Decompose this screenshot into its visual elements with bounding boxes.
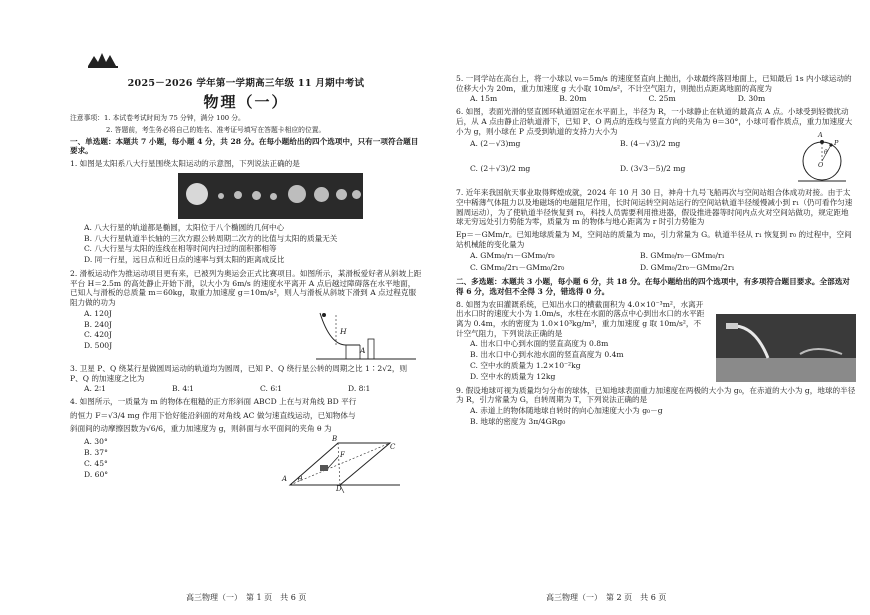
q7-option-b: B. GMm₀/r₀－GMm₀/r₁ (640, 250, 725, 260)
q5-option-d: D. 30m (737, 94, 766, 104)
q5-option-c: C. 25m (648, 94, 676, 104)
q2-option-d: D. 500J (84, 341, 113, 351)
publisher-logo-icon (86, 50, 122, 70)
q1-option-b: B. 八大行星轨道半长轴的三次方跟公转周期二次方的比值与太阳的质量无关 (84, 233, 338, 243)
q4-stem-a: 4. 如图所示，一质量为 m 的物体在粗糙的正方形斜面 ABCD 上在与对角线 BD 平行 (70, 397, 357, 406)
q8-stem: 8. 如图为农田灌溉系统，已知出水口的横截面积为 4.0×10⁻³m²，水离开出水口时的速度大小为 1.0m/s，水柱在水面的落点中心到出水口的水平距离为 0.4m，水的密度为 1.0×10³kg/m³，重力加速度 g 取 10m/s²，不计空气阻力，下列说法正确的是 (456, 299, 705, 338)
q6-option-c: C. (2＋√3)/2 mg (470, 164, 531, 174)
q6-fig-label-a: A (818, 131, 823, 140)
q5-option-b: B. 20m (559, 94, 587, 104)
q9-option-a: A. 赤道上的物体随地球自转时的向心加速度大小为 g₀－g (470, 405, 663, 415)
q2-fig-label-h: H (340, 326, 347, 336)
q7-option-c: C. GMm₀/2r₁－GMm₀/2r₀ (470, 263, 565, 273)
q4-option-b: B. 37° (84, 447, 108, 457)
solar-system-figure (178, 173, 363, 219)
q7-stem-a: 7. 近年来我国航天事业取得辉煌成就，2024 年 10 月 30 日，神舟十九号飞船再次与空间站组合体成功对接。由于太空中稀薄气体阻力以及地磁场的电磁阻尼作用，长时间运转空间站运行的空间站轨道半径缓慢减小到 r₁（仍可看作匀速圆周运动），为了使轨道半径恢复到 r₀，科技人员需要利用推进器，假设推进器等时间内点火对空间站做功，规定距地球无穷远处引力势能为零，质量为 m 的物体与地心距离为 r 时引力势能为 (456, 188, 853, 227)
q7-stem-b: Ep＝－GMm/r。已知地球质量为 M，空间站的质量为 m₀，引力常量为 G。轨道半径从 r₁ 恢复到 r₀ 的过程中，空间站机械能的变化量为 (456, 230, 852, 249)
q6-options (470, 139, 770, 185)
q6-option-b: B. (4－√3)/2 mg (620, 139, 681, 149)
q7-options (470, 251, 856, 273)
q4-fig-label-theta: θ (298, 475, 303, 484)
q8-option-d: D. 空中水的质量为 12kg (470, 371, 556, 381)
q5-option-a: A. 15m (470, 94, 498, 104)
q2-option-b: B. 240J (84, 319, 112, 329)
q3-stem: 3. 卫星 P、Q 绕某行星做圆周运动的轨道均为圆周，已知 P、Q 绕行星公转的周期之比 1∶2√2，则 P、Q 的加速度之比为 (70, 363, 408, 383)
q4-option-a: A. 30° (84, 437, 108, 447)
q4-fig-label-a: A (282, 475, 288, 484)
q5-stem: 5. 一同学站在高台上，将一小球以 v₀＝5m/s 的速度竖直向上抛出，小球最终落回地面上，已知最后 1s 内小球运动的位移大小为 20m，重力加速度 g 大小取 10m/s²，不计空气阻力，则抛出点距离地面的高度为 (456, 74, 852, 93)
q6-fig-label-o: O (818, 161, 824, 170)
q4-fig-label-d: D (336, 485, 342, 494)
right-footer: 高三物理（一） 第 2 页 共 6 页 (546, 592, 667, 602)
q4-option-c: C. 45° (84, 458, 108, 468)
q4-option-d: D. 60° (84, 469, 109, 479)
notes-2: 2. 答题前，考生务必将自己的姓名、准考证号填写在答题卡相应的位置。 (106, 125, 326, 134)
q8-option-c: C. 空中水的质量为 1.2×10⁻²kg (470, 360, 581, 370)
right-page (436, 0, 870, 615)
q6-option-d: D. (3√3－5)/2 mg (620, 164, 686, 174)
q6-fig-label-p: P (834, 139, 839, 148)
section-1-heading: 一、单选题：本题共 7 小题，每小题 4 分，共 28 分。在每小题给出的四个选项中，只有一项符合题目要求。 (70, 136, 419, 156)
q9-stem: 9. 假设地球可视为质量均匀分布的球体，已知地球表面重力加速度在两极的大小为 g₀，在赤道的大小为 g，地球的半径为 R，引力常量为 G，自转周期为 T，下列说法正确的是 (456, 385, 856, 405)
q4-stem-c: 斜面间的动摩擦因数为√6/6，重力加速度为 g，则斜面与水平面间的夹角 θ 为 (70, 424, 332, 434)
skateboard-slope-figure (316, 309, 416, 363)
q6-stem: 6. 如图，表面光滑的竖直圆环轨道固定在水平面上，半径为 R，一小球静止在轨道的最高点 A 点。小球受到轻微扰动后，从 A 点由静止沿轨道滑下，已知 P、O 两点的连线与竖直方向的夹角为 θ＝30°，小球可看作质点，重力加速度大小为 g，则小球在 P 点受到轨道的支持力大小为 (456, 107, 853, 136)
q1-option-a: A. 八大行星的轨道都是椭圆，太阳位于八个椭圆的几何中心 (84, 222, 285, 232)
q4-fig-label-b: B (332, 435, 338, 444)
irrigation-photo (716, 314, 856, 382)
subject-title: 物理（一） (203, 93, 289, 112)
q3-option-a: A. 2∶1 (84, 384, 106, 394)
q7-option-d: D. GMm₀/2r₀－GMm₀/2r₁ (640, 263, 735, 273)
q4-stem-b: 的恒力 F＝√3/4 mg 作用下恰好能沿斜面的对角线 AC 做匀速直线运动，已知物体与 (70, 410, 356, 420)
q8-option-a: A. 出水口中心到水面的竖直高度为 0.8m (470, 339, 609, 349)
q2-stem: 2. 滑板运动作为推运动项目更有来，已被列为奥运会正式比赛项目。如图所示，某滑板爱好者从斜坡上距平台 H＝2.5m 的高处静止开始下滑，以大小为 6m/s 的速度水平离开 A 点后越过障碍落在水平地面，已知人与滑板的总质量 m＝60kg，取重力加速度 g＝10m/s²，则人与滑板从斜坡下滑到 A 点过程克服阻力做的功为 (70, 268, 422, 308)
q6-fig-label-theta: θ (824, 149, 828, 157)
q3-option-c: C. 6∶1 (260, 384, 283, 394)
q2-option-c: C. 420J (84, 330, 112, 340)
q4-fig-label-f: F (340, 451, 345, 460)
section-2-heading: 二、多选题：本题共 3 小题，每小题 6 分，共 18 分。在每小题给出的四个选项中，有多项符合题目要求。全部选对得 6 分，选对但不全得 3 分，错选得 0 分。 (456, 277, 850, 296)
q3-options (84, 384, 422, 394)
q3-option-d: D. 8∶1 (348, 384, 371, 394)
q9-option-b: B. 地球的密度为 3π/4GRg₀ (470, 416, 566, 426)
q1-stem: 1. 如图是太阳系八大行星围绕太阳运动的示意图，下列说法正确的是 (70, 159, 300, 169)
q2-option-a: A. 120J (84, 308, 112, 318)
q3-option-b: B. 4∶1 (171, 384, 195, 394)
q4-fig-label-c: C (390, 443, 396, 452)
q8-option-b: B. 出水口中心到水池水面的竖直高度为 0.4m (470, 350, 624, 360)
exam-title: 2025－2026 学年第一学期高三年级 11 月期中考试 (127, 78, 365, 89)
q5-options (470, 94, 856, 104)
q2-fig-label-a: A (360, 345, 366, 355)
left-footer: 高三物理（一） 第 1 页 共 6 页 (186, 592, 307, 602)
q7-option-a: A. GMm₀/r₁－GMm₀/r₀ (470, 250, 555, 260)
notes-1: 注意事项：1. 本试卷考试时间为 75 分钟，满分 100 分。 (70, 114, 245, 123)
q1-option-d: D. 同一行星，远日点和近日点的速率与到太阳的距离成反比 (84, 255, 285, 265)
q1-option-c: C. 八大行星与太阳的连线在相等时间内扫过的面积都相等 (84, 244, 277, 254)
q6-option-a: A. (2－√3)mg (470, 139, 521, 149)
